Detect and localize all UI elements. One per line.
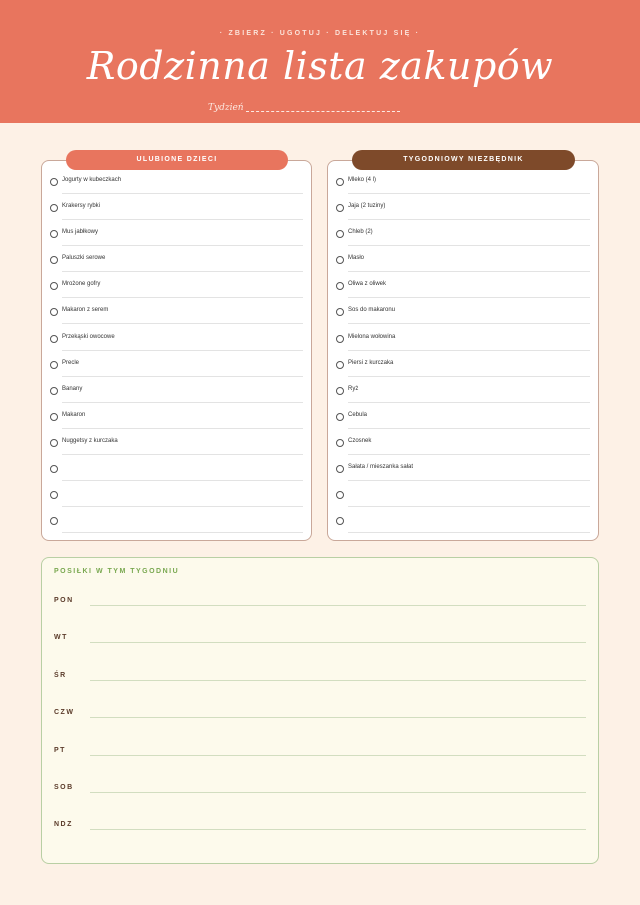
checkbox-circle[interactable]	[336, 491, 344, 499]
write-in-line[interactable]	[62, 376, 303, 377]
checklist-item	[42, 178, 311, 204]
checklist-item	[328, 491, 598, 517]
meal-entry-line[interactable]	[90, 642, 586, 643]
checkbox-circle[interactable]	[50, 413, 58, 421]
checklist-item	[328, 308, 598, 334]
day-label: CZW	[54, 709, 75, 717]
write-in-line[interactable]	[348, 297, 590, 298]
kids-favorites-panel	[41, 160, 312, 541]
checkbox-circle[interactable]	[50, 465, 58, 473]
write-in-line[interactable]	[62, 454, 303, 455]
checkbox-circle[interactable]	[50, 308, 58, 316]
checklist-item	[328, 230, 598, 256]
item-label: Nuggetsy z kurczaka	[62, 437, 118, 444]
write-in-line[interactable]	[348, 271, 590, 272]
write-in-line[interactable]	[348, 454, 590, 455]
checklist-item	[42, 361, 311, 387]
checkbox-circle[interactable]	[50, 491, 58, 499]
checkbox-circle[interactable]	[50, 230, 58, 238]
meal-entry-line[interactable]	[90, 605, 586, 606]
checkbox-circle[interactable]	[336, 387, 344, 395]
item-label: Makaron	[62, 411, 86, 418]
checklist-item	[42, 517, 311, 543]
write-in-line[interactable]	[348, 323, 590, 324]
write-in-line[interactable]	[348, 402, 590, 403]
day-label: PON	[54, 597, 74, 604]
checkbox-circle[interactable]	[336, 465, 344, 473]
checkbox-circle[interactable]	[336, 282, 344, 290]
checklist-item	[42, 413, 311, 439]
write-in-line[interactable]	[62, 271, 303, 272]
checkbox-circle[interactable]	[50, 517, 58, 525]
day-label: WT	[54, 634, 68, 642]
meals-title: POSIŁKI W TYM TYGODNIU	[54, 568, 180, 575]
checklist-item	[42, 465, 311, 491]
checkbox-circle[interactable]	[50, 361, 58, 369]
weekly-essentials-title: TYGODNIOWY NIEZBĘDNIK	[352, 150, 575, 170]
write-in-line[interactable]	[62, 193, 303, 194]
checkbox-circle[interactable]	[336, 335, 344, 343]
item-label: Sos do makaronu	[348, 307, 396, 314]
checkbox-circle[interactable]	[336, 308, 344, 316]
meal-entry-line[interactable]	[90, 792, 586, 793]
write-in-line[interactable]	[62, 219, 303, 220]
checkbox-circle[interactable]	[336, 517, 344, 525]
item-label: Mus jabłkowy	[62, 229, 99, 236]
checkbox-circle[interactable]	[50, 439, 58, 447]
checklist-item	[42, 335, 311, 361]
checklist-item	[328, 335, 598, 361]
checkbox-circle[interactable]	[336, 413, 344, 421]
week-input-line[interactable]	[246, 111, 400, 112]
checklist-item	[328, 256, 598, 282]
write-in-line[interactable]	[348, 193, 590, 194]
write-in-line[interactable]	[62, 428, 303, 429]
checklist-item	[328, 465, 598, 491]
checklist-item	[42, 439, 311, 465]
checklist-item	[328, 204, 598, 230]
checklist-item	[328, 282, 598, 308]
checkbox-circle[interactable]	[50, 282, 58, 290]
item-label: Jogurty w kubeczkach	[62, 177, 122, 183]
checklist-item	[328, 517, 598, 543]
write-in-line[interactable]	[348, 350, 590, 351]
item-label: Mielona wołowina	[348, 333, 396, 340]
day-label: NDZ	[54, 821, 73, 829]
item-label: Cebula	[348, 411, 368, 418]
checklist-item	[42, 282, 311, 308]
page-title: Rodzinna lista zakupów	[86, 44, 554, 88]
item-label: Masło	[348, 255, 365, 262]
week-label: Tydzień	[208, 103, 244, 113]
header-banner	[0, 0, 640, 123]
item-label: Czosnek	[348, 437, 372, 444]
write-in-line[interactable]	[348, 376, 590, 377]
item-label: Piersi z kurczaka	[348, 359, 394, 366]
checklist-item	[42, 256, 311, 282]
item-label: Chleb (2)	[348, 229, 373, 236]
checklist-item	[328, 439, 598, 465]
item-label: Mrożone gofry	[62, 281, 101, 288]
weekly-essentials-list	[328, 178, 598, 543]
checkbox-circle[interactable]	[50, 335, 58, 343]
item-label: Makaron z serem	[62, 307, 109, 314]
day-label: PT	[54, 746, 66, 754]
checklist-item	[42, 491, 311, 517]
checkbox-circle[interactable]	[50, 256, 58, 264]
item-label: Przekąski owocowe	[62, 333, 115, 340]
item-label: Ryż	[348, 385, 359, 392]
meal-entry-line[interactable]	[90, 755, 586, 756]
checklist-item	[42, 204, 311, 230]
meal-entry-line[interactable]	[90, 717, 586, 718]
item-label: Precle	[62, 359, 80, 366]
checkbox-circle[interactable]	[50, 178, 58, 186]
checkbox-circle[interactable]	[336, 178, 344, 186]
weekly-essentials-panel	[327, 160, 599, 541]
write-in-line[interactable]	[62, 480, 303, 481]
kids-favorites-title: ULUBIONE DZIECI	[66, 150, 288, 170]
day-label: SOB	[54, 784, 74, 791]
checklist-item	[42, 387, 311, 413]
write-in-line[interactable]	[348, 506, 590, 507]
day-label: ŚR	[54, 671, 67, 679]
weekly-meals-panel	[41, 557, 599, 864]
item-label: Oliwa z oliwek	[348, 281, 387, 288]
write-in-line[interactable]	[62, 297, 303, 298]
write-in-line[interactable]	[348, 219, 590, 220]
item-label: Krakersy rybki	[62, 203, 101, 210]
checkbox-circle[interactable]	[336, 204, 344, 212]
write-in-line[interactable]	[348, 428, 590, 429]
write-in-line[interactable]	[348, 480, 590, 481]
write-in-line[interactable]	[348, 245, 590, 246]
meal-entry-line[interactable]	[90, 680, 586, 681]
tagline: · ZBIERZ · UGOTUJ · DELEKTUJ SIĘ ·	[219, 30, 421, 37]
item-label: Paluszki serowe	[62, 255, 106, 262]
write-in-line[interactable]	[62, 532, 303, 533]
write-in-line[interactable]	[62, 402, 303, 403]
item-label: Mleko (4 l)	[348, 177, 377, 183]
checklist-item	[328, 413, 598, 439]
write-in-line[interactable]	[62, 350, 303, 351]
checklist-item	[42, 230, 311, 256]
meal-entry-line[interactable]	[90, 829, 586, 830]
item-label: Sałata / mieszanka sałat	[348, 464, 414, 471]
checkbox-circle[interactable]	[336, 439, 344, 447]
checkbox-circle[interactable]	[336, 230, 344, 238]
item-label: Jaja (2 tuziny)	[348, 203, 386, 210]
checklist-item	[42, 308, 311, 334]
checkbox-circle[interactable]	[336, 256, 344, 264]
checkbox-circle[interactable]	[50, 204, 58, 212]
checkbox-circle[interactable]	[50, 387, 58, 395]
checklist-item	[328, 361, 598, 387]
kids-favorites-list	[42, 178, 311, 543]
checkbox-circle[interactable]	[336, 361, 344, 369]
checklist-item	[328, 387, 598, 413]
checklist-item	[328, 178, 598, 204]
write-in-line[interactable]	[62, 323, 303, 324]
item-label: Banany	[62, 385, 83, 392]
write-in-line[interactable]	[62, 245, 303, 246]
write-in-line[interactable]	[348, 532, 590, 533]
write-in-line[interactable]	[62, 506, 303, 507]
